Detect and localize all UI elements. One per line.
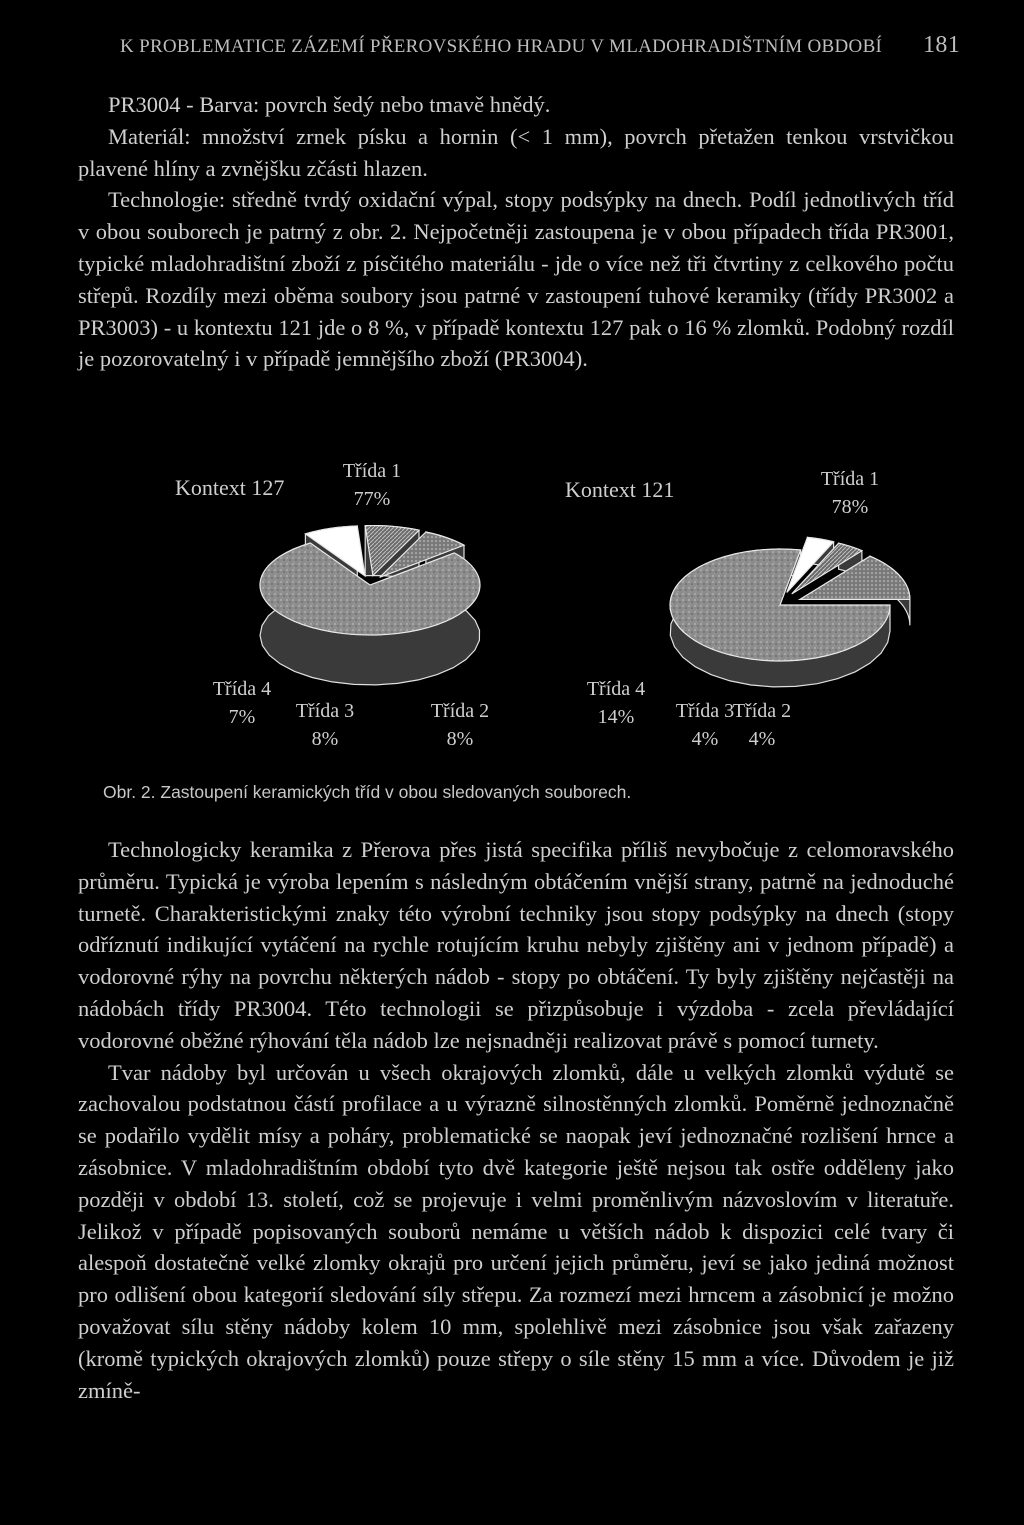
body-text-bottom [78,834,954,1406]
page-number: 181 [923,32,960,58]
slice-label: Třída 1 [342,460,402,482]
running-title: K PROBLEMATICE ZÁZEMÍ PŘEROVSKÉHO HRADU V MLADOHRADIŠTNÍM OBDOBÍ [120,36,883,57]
paragraph: Tvar nádoby byl určován u všech okrajových zlomků, dále u velkých zlomků výdutě se zachovalou podstatnou částí profilace a u výrazně silnostěnných zlomků. Poměrně jednoznačně se podařilo vydělit mísy a poháry, problematické se naopak jeví jednoznačné rozlišení hrnce a zásobnice. V mladohradištním období tyto dvě kategorie ještě nejsou tak ostře odděleny jako později v období 13. století, což se projevuje i velmi proměnlivým názvoslovím v literatuře. Jelikož v případě popisovaných souborů nemáme u větších nádob k dispozici celé tvary či alespoň dostatečně velké zlomky okrajů pro určení jejich průměru, jeví se jako jediná možnost pro odlišení obou kategorií sledování síly střepu. Za rozmezí mezi hrncem a zásobnicí je možno považovat sílu stěny nádoby kolem 10 mm, spolehlivě mezi zásobnice jsou však zařazeny (kromě typických okrajových zlomků) pouze střepy o síle stěny 15 mm a více. Důvodem je již zmíně- [78,1059,954,1403]
pie-charts-svg [130,455,970,775]
pie-chart-2 [565,468,910,750]
slice-label: Třída 4 [586,678,646,700]
slice-value-label: 78% [831,496,869,518]
body-text-top [78,89,954,375]
slice-value-label: 77% [353,488,391,510]
slice-label: Třída 1 [820,468,880,490]
slice-value-label: 4% [748,728,776,750]
chart-title: Kontext 127 [175,475,285,500]
slice-label: Třída 3 [675,700,735,722]
chart-title: Kontext 121 [565,477,675,502]
paragraph: Technologicky keramika z Přerova přes jistá specifika příliš nevybočuje z celomoravského průměru. Typická je výroba lepením s následným obtáčením vnější strany, patrně na jednoduché turnetě. Charakteristickými znaky této výrobní techniky jsou stopy podsýpky na dnech (stopy odříznutí indikující vytáčení na rychle rotujícím kruhu nebyly zjištěny ani v jednom případě) a vodorovné rýhy na povrchu některých nádob - stopy po obtáčení. Ty byly zjištěny nejčastěji na nádobách třídy PR3004. Této technologii se přizpůsobuje i výzdoba - zcela převládající vodorovné oběžné rýhování těla nádob lze nejsnadněji realizovat právě s pomocí turnety. [78,837,954,1053]
slice-value-label: 14% [597,706,635,728]
slice-value-label: 8% [446,728,474,750]
paragraph: Materiál: množství zrnek písku a hornin (< 1 mm), povrch přetažen tenkou vrstvičkou plavené hlíny a zvnějšku zčásti hlazen. [78,123,954,181]
pie-chart-1 [175,460,489,750]
paragraph: Technologie: středně tvrdý oxidační výpal, stopy podsýpky na dnech. Podíl jednotlivých tříd v obou souborech je patrný z obr. 2. Nejpočetněji zastoupena je v obou případech třída PR3001, typické mladohradištní zboží z písčitého materiálu - jde o více než tři čtvrtiny z celkového počtu střepů. Rozdíly mezi oběma soubory jsou patrné v zastoupení tuhové keramiky (třídy PR3002 a PR3003) - u kontextu 121 jde o 8 %, v případě kontextu 127 pak o 16 % zlomků. Podobný rozdíl je pozorovatelný i v případě jemnějšího zboží (PR3004). [78,187,954,372]
slice-value-label: 7% [228,706,256,728]
figure-caption: Obr. 2. Zastoupení keramických tříd v obou sledovaných souborech. [103,782,632,802]
running-header [120,32,960,58]
slice-label: Třída 3 [295,700,355,722]
slice-label: Třída 2 [732,700,792,722]
slice-value-label: 8% [311,728,339,750]
slice-label: Třída 4 [212,678,272,700]
figure-pie-charts [130,455,970,815]
slice-value-label: 4% [691,728,719,750]
slice-label: Třída 2 [430,700,490,722]
paragraph: PR3004 - Barva: povrch šedý nebo tmavě hnědý. [108,92,551,117]
